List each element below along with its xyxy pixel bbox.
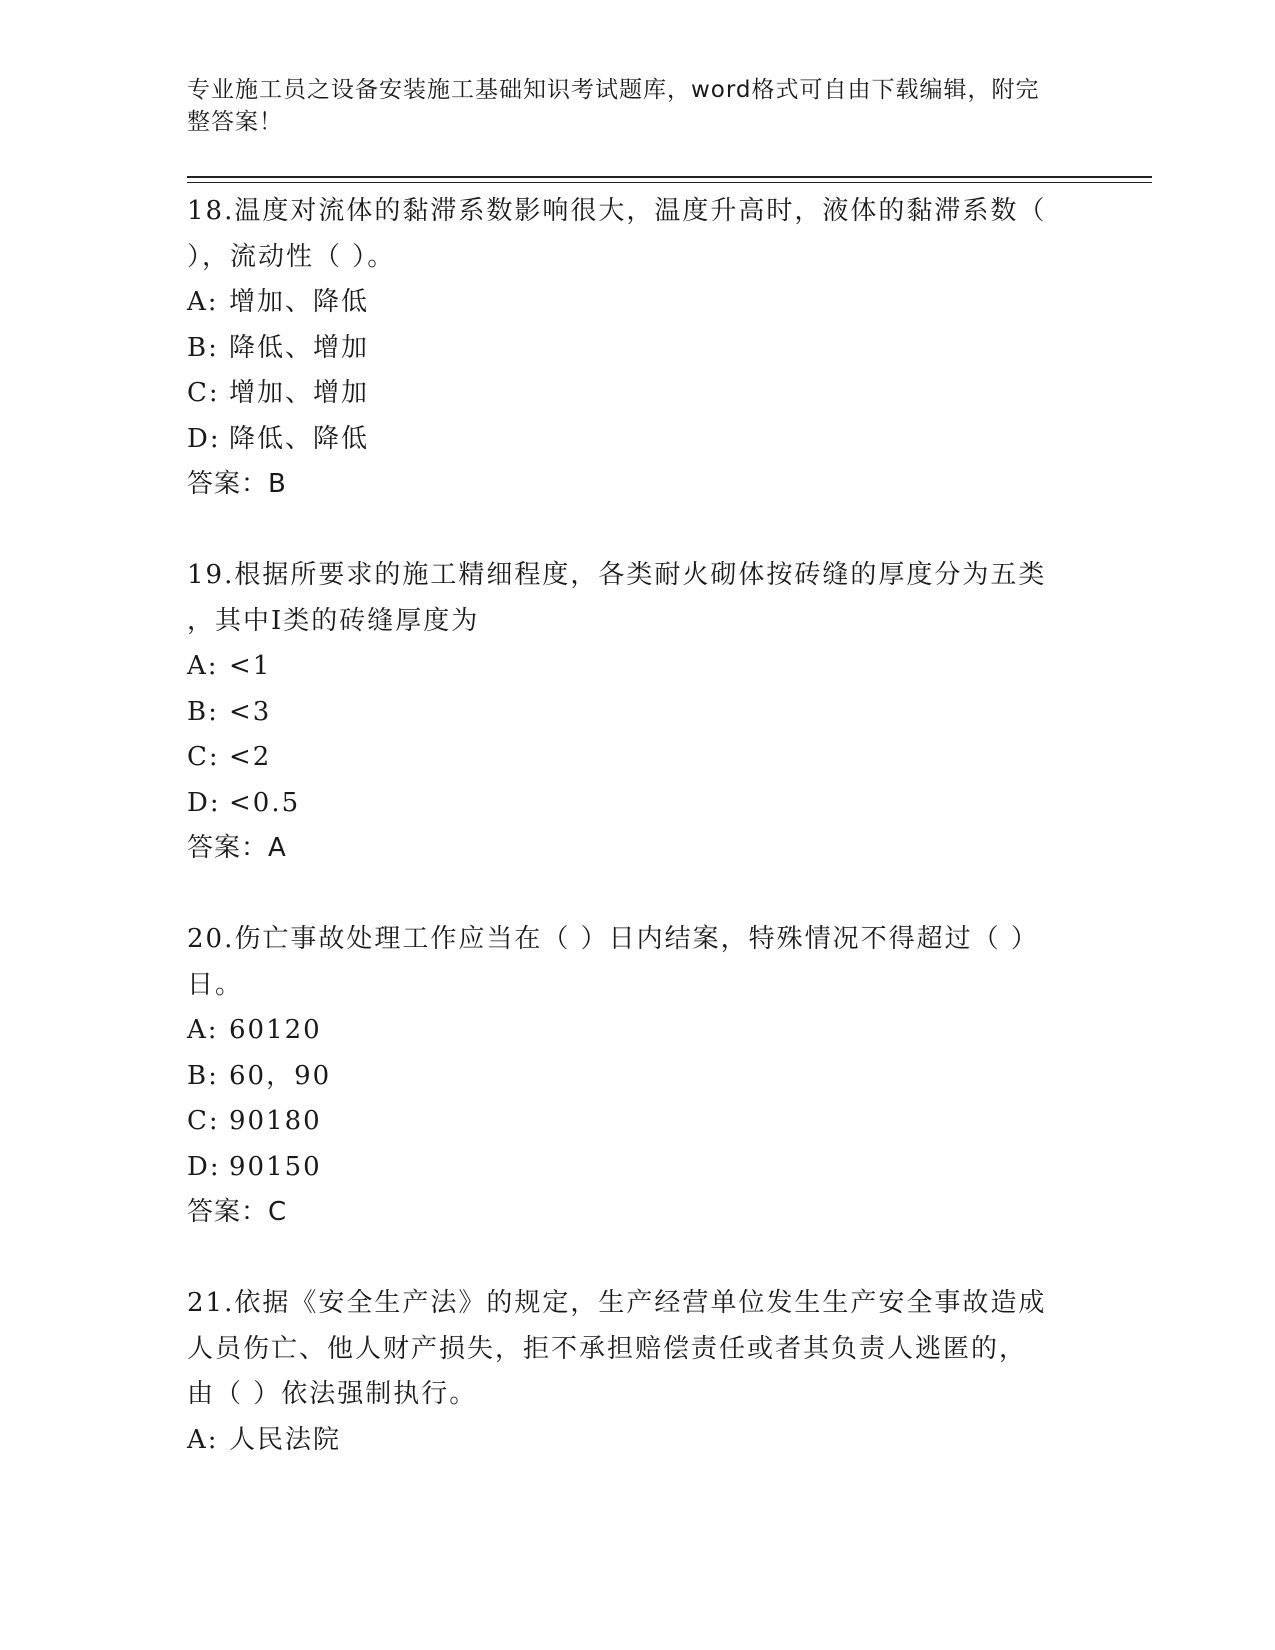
answer-label: 答案：A	[187, 833, 287, 863]
option-text: 增加、降低	[229, 287, 370, 317]
question-19	[187, 553, 1087, 872]
question-number: 19.	[187, 560, 235, 590]
option-letter: B:	[187, 332, 219, 363]
option-letter: B:	[187, 696, 219, 727]
option-b	[187, 326, 1087, 372]
option-letter: C:	[187, 742, 220, 772]
option-letter: C:	[187, 378, 220, 408]
option-text: <0.5	[229, 787, 301, 818]
option-d	[187, 417, 1087, 463]
question-text-line-3: 由（ ）依法强制执行。	[187, 1379, 478, 1409]
option-text: <2	[229, 742, 272, 772]
option-letter: D:	[187, 423, 221, 454]
option-d	[187, 781, 1087, 827]
option-text: <1	[229, 651, 272, 681]
option-text: 60，90	[229, 1060, 332, 1091]
option-letter: D:	[187, 787, 221, 818]
option-letter: D:	[187, 1151, 221, 1182]
header-line-2: 整答案！	[187, 109, 283, 135]
option-c	[187, 735, 1087, 781]
question-text	[187, 189, 1087, 235]
question-18	[187, 189, 1087, 508]
option-text: 90150	[229, 1151, 322, 1182]
question-number: 20.	[187, 924, 235, 954]
option-text: 增加、增加	[229, 378, 370, 408]
question-text	[187, 553, 1087, 599]
option-letter: B:	[187, 1060, 219, 1091]
option-b	[187, 1054, 1087, 1100]
option-letter: A:	[187, 1424, 219, 1455]
option-text: <3	[229, 696, 272, 727]
question-21	[187, 1281, 1087, 1463]
question-text-line-1: 根据所要求的施工精细程度，各类耐火砌体按砖缝的厚度分为五类	[234, 560, 1047, 590]
question-number: 21.	[187, 1288, 235, 1318]
question-text-line-1: 温度对流体的黏滞系数影响很大，温度升高时，液体的黏滞系数（	[234, 196, 1047, 226]
header-rule-thin	[187, 182, 1152, 183]
option-text: 90180	[229, 1106, 322, 1136]
option-letter: A:	[187, 651, 219, 681]
question-text-line-2: 人员伤亡、他人财产损失，拒不承担赔偿责任或者其负责人逃匿的，	[187, 1333, 1028, 1364]
question-text-line-2: 日。	[187, 969, 244, 1000]
option-letter: C:	[187, 1106, 220, 1136]
question-text-line-2: ），流动性（ ）。	[187, 241, 396, 272]
option-b	[187, 690, 1087, 736]
option-text: 降低、降低	[229, 423, 370, 454]
option-d	[187, 1145, 1087, 1191]
answer-label: 答案：C	[187, 1197, 288, 1227]
option-a	[187, 1418, 1087, 1464]
option-letter: A:	[187, 1015, 219, 1045]
document-header	[187, 74, 1067, 138]
question-20	[187, 917, 1087, 1236]
option-a	[187, 1008, 1087, 1054]
question-text-line-1: 依据《安全生产法》的规定，生产经营单位发生生产安全事故造成	[234, 1288, 1047, 1318]
question-text	[187, 917, 1087, 963]
option-a	[187, 644, 1087, 690]
option-text: 60120	[229, 1015, 322, 1045]
option-text: 降低、增加	[229, 332, 370, 363]
option-letter: A:	[187, 287, 219, 317]
answer-label: 答案：B	[187, 469, 287, 499]
option-c	[187, 1099, 1087, 1145]
header-line-1: 专业施工员之设备安装施工基础知识考试题库，word格式可自由下载编辑，附完	[187, 77, 1040, 103]
question-text-line-2: ，其中I类的砖缝厚度为	[187, 605, 480, 636]
question-text-line-1: 伤亡事故处理工作应当在（ ）日内结案，特殊情况不得超过（ ）	[234, 924, 1039, 954]
option-a	[187, 280, 1087, 326]
question-text	[187, 1281, 1087, 1327]
option-c	[187, 371, 1087, 417]
option-text: 人民法院	[229, 1424, 342, 1455]
question-number: 18.	[187, 196, 235, 226]
header-rule-thick	[187, 176, 1152, 178]
question-list	[187, 189, 1087, 1509]
